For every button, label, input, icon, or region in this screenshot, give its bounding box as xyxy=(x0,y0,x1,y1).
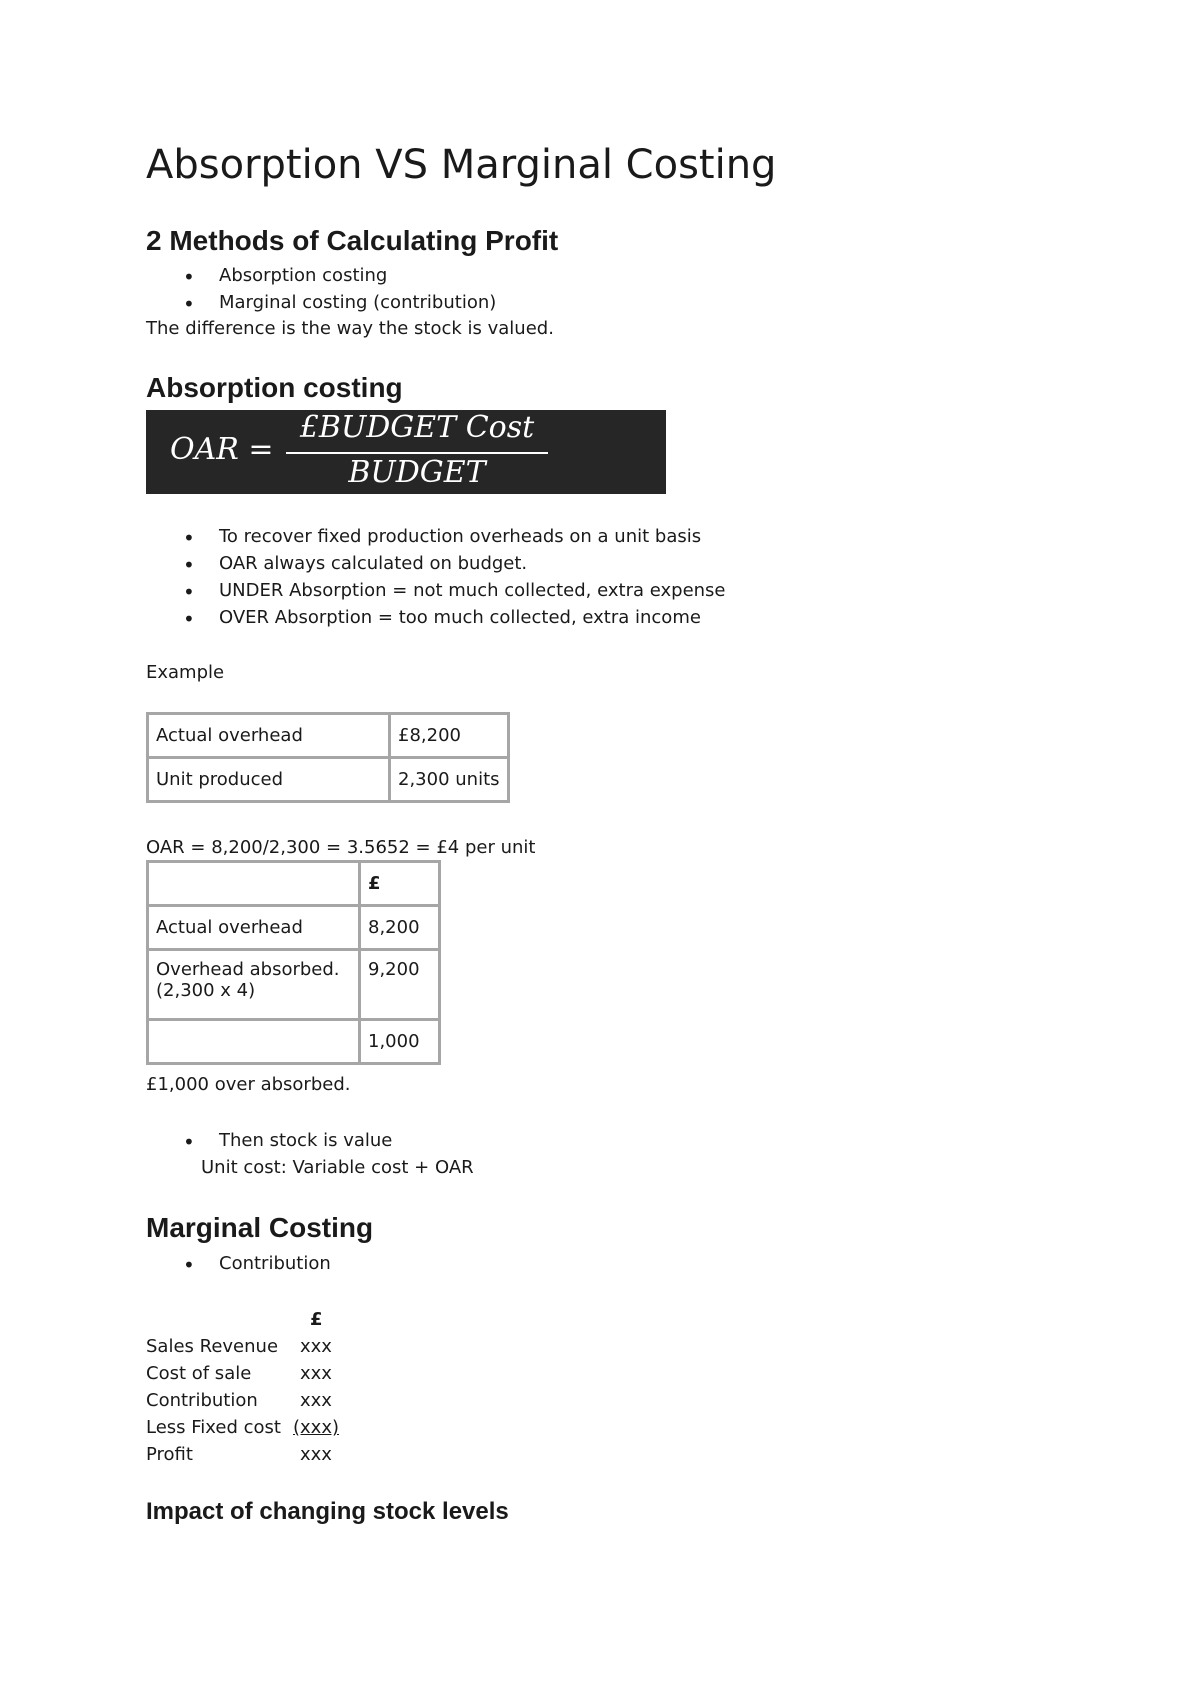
bullet-icon: • xyxy=(183,580,195,604)
table-row xyxy=(148,862,440,906)
table-cell: Unit produced xyxy=(148,758,390,802)
absorption-result: £1,000 over absorbed. xyxy=(146,1074,351,1095)
oar-formula xyxy=(146,410,666,525)
table-row xyxy=(148,1020,440,1064)
stock-bullets xyxy=(146,1127,392,1154)
table-row xyxy=(148,714,509,758)
table-cell: £8,200 xyxy=(390,714,509,758)
marginal-bullets xyxy=(146,1250,331,1277)
bullet-icon: • xyxy=(183,526,195,550)
bullet-icon: • xyxy=(183,1253,195,1277)
example-label: Example xyxy=(146,662,225,683)
table-cell: Actual overhead xyxy=(148,714,390,758)
formula-lhs: OAR = xyxy=(170,432,274,467)
bullet-icon: • xyxy=(183,607,195,631)
bullet-icon: • xyxy=(183,265,195,289)
methods-list xyxy=(146,262,496,316)
bullet-icon: • xyxy=(183,292,195,316)
unit-cost-formula: Unit cost: Variable cost + OAR xyxy=(201,1157,474,1178)
methods-note: The difference is the way the stock is valued. xyxy=(146,318,554,339)
table-row xyxy=(148,906,440,950)
table-cell xyxy=(148,1020,360,1064)
list-item: • OVER Absorption = too much collected, extra income xyxy=(183,607,701,631)
bullet-icon: • xyxy=(183,1130,195,1154)
formula-denominator: BUDGET Activity xyxy=(348,455,486,525)
table-cell: 2,300 units xyxy=(390,758,509,802)
bullet-icon: • xyxy=(183,553,195,577)
list-item: • Then stock is value xyxy=(183,1130,393,1154)
list-item: • OAR always calculated on budget. xyxy=(183,553,528,577)
absorption-table xyxy=(146,860,441,1065)
absorption-heading: Absorption costing xyxy=(146,372,403,403)
methods-heading: 2 Methods of Calculating Profit xyxy=(146,225,559,256)
table-cell xyxy=(148,862,360,906)
table-cell: Actual overhead xyxy=(148,906,360,950)
table-row xyxy=(148,950,440,1020)
currency-label: £ xyxy=(310,1309,323,1330)
table-cell: Overhead absorbed. (2,300 x 4) xyxy=(148,950,360,1020)
table-cell: 1,000 xyxy=(360,1020,440,1064)
impact-heading: Impact of changing stock levels xyxy=(146,1498,509,1525)
list-item: • Marginal costing (contribution) xyxy=(183,292,497,316)
table-row xyxy=(148,758,509,802)
marginal-heading: Marginal Costing xyxy=(146,1212,374,1243)
list-item: • UNDER Absorption = not much collected, extra expense xyxy=(183,580,726,604)
fraction-bar xyxy=(286,452,548,454)
table-cell: 8,200 xyxy=(360,906,440,950)
document-title: Absorption VS Marginal Costing xyxy=(146,142,777,188)
list-item: • To recover fixed production overheads on a unit basis xyxy=(183,526,702,550)
example-table xyxy=(146,712,510,803)
oar-calculation: OAR = 8,200/2,300 = 3.5652 = £4 per unit xyxy=(146,837,536,858)
table-cell: 9,200 xyxy=(360,950,440,1020)
list-item: • Absorption costing xyxy=(183,265,388,289)
formula-numerator: £BUDGET Cost xyxy=(299,410,535,445)
list-item: • Contribution xyxy=(183,1253,331,1277)
table-cell: £ xyxy=(360,862,440,906)
absorption-bullets xyxy=(146,523,726,631)
